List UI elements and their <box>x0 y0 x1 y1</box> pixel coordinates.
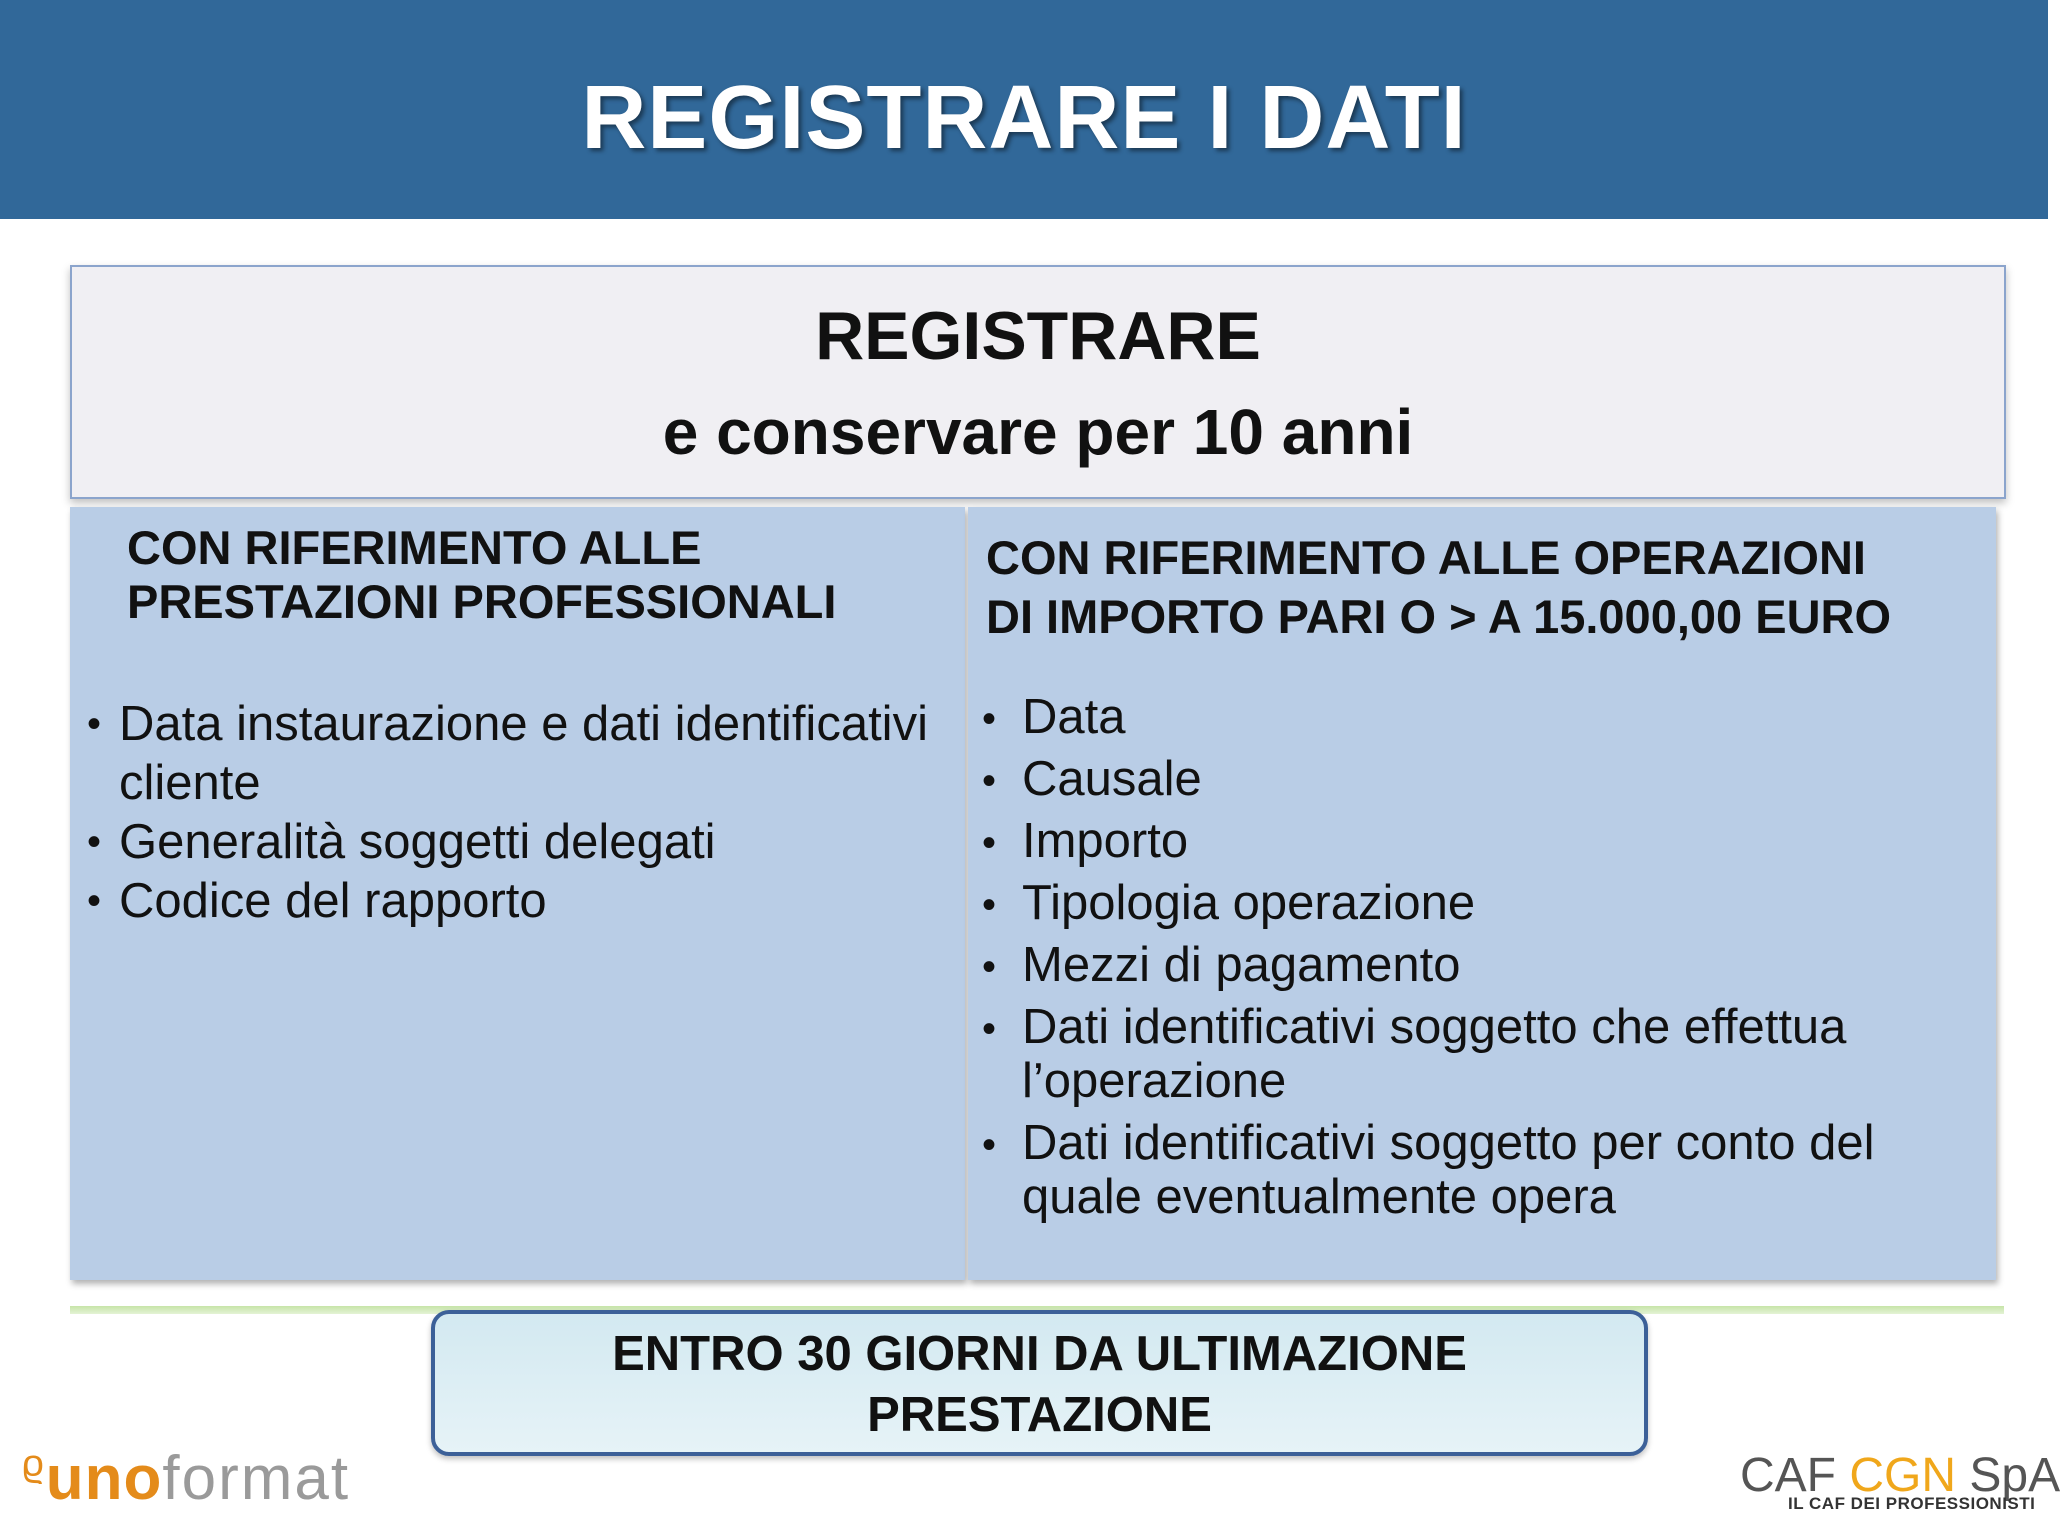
list-item-text: Dati identificativi soggetto che effettua l’operazione <box>1022 1000 1847 1108</box>
bullet-icon: • <box>982 759 997 803</box>
list-item-text: Causale <box>1022 752 1202 806</box>
right-list <box>982 690 1982 1232</box>
logo-text-spa: SpA <box>1956 1449 2060 1502</box>
list-item <box>87 695 947 813</box>
right-column <box>968 507 1996 1280</box>
summary-heading: REGISTRARE <box>815 298 1261 374</box>
summary-subheading: e conservare per 10 anni <box>662 396 1414 468</box>
right-column-heading <box>986 528 1891 646</box>
list-item <box>982 752 1982 806</box>
list-item <box>982 938 1982 992</box>
logo-text-cgn: CGN <box>1849 1449 1957 1502</box>
bullet-icon: • <box>87 820 102 864</box>
bullet-icon: • <box>982 945 997 989</box>
list-item-text: Mezzi di pagamento <box>1022 938 1461 992</box>
list-item <box>982 1116 1982 1224</box>
deadline-line: ENTRO 30 GIORNI DA ULTIMAZIONE <box>612 1327 1467 1381</box>
list-item <box>87 813 947 872</box>
left-column <box>70 507 965 1280</box>
list-item <box>982 1000 1982 1108</box>
title-bar <box>0 0 2048 219</box>
list-item <box>982 876 1982 930</box>
deadline-box <box>431 1310 1648 1456</box>
logo-tagline: IL CAF DEI PROFESSIONISTI <box>1788 1494 2036 1513</box>
deadline-line: PRESTAZIONE <box>867 1388 1212 1442</box>
logo-text-format: format <box>162 1443 351 1513</box>
list-item <box>982 814 1982 868</box>
summary-box <box>70 265 2006 499</box>
swirl-icon: ϱ <box>22 1442 44 1485</box>
left-heading-line: CON RIFERIMENTO ALLE <box>127 521 702 574</box>
logo-text-caf: CAF <box>1740 1449 1850 1502</box>
list-item <box>982 690 1982 744</box>
left-column-heading <box>127 521 836 629</box>
list-item-text: Importo <box>1022 814 1189 868</box>
bullet-icon: • <box>87 879 102 923</box>
right-heading-line: CON RIFERIMENTO ALLE OPERAZIONI <box>986 531 1866 584</box>
list-item-text: Data instaurazione e dati identificativi cliente <box>119 697 928 810</box>
bullet-icon: • <box>87 702 102 746</box>
left-heading-line: PRESTAZIONI PROFESSIONALI <box>127 575 837 628</box>
left-list <box>87 695 947 931</box>
bullet-icon: • <box>982 1123 997 1167</box>
list-item <box>87 872 947 931</box>
unoformat-logo <box>22 1443 350 1513</box>
logo-text-uno: uno <box>45 1443 163 1513</box>
list-item-text: Dati identificativi soggetto per conto del quale eventualmente opera <box>1022 1116 1875 1224</box>
list-item-text: Data <box>1022 690 1126 744</box>
bullet-icon: • <box>982 821 997 865</box>
caf-cgn-logo <box>1740 1448 2060 1518</box>
right-heading-line: DI IMPORTO PARI O > A 15.000,00 EURO <box>986 590 1892 643</box>
bullet-icon: • <box>982 697 997 741</box>
bullet-icon: • <box>982 883 997 927</box>
list-item-text: Tipologia operazione <box>1022 876 1476 930</box>
list-item-text: Codice del rapporto <box>119 874 547 928</box>
page-title: REGISTRARE I DATI <box>581 68 1467 168</box>
list-item-text: Generalità soggetti delegati <box>119 815 716 869</box>
bullet-icon: • <box>982 1007 997 1051</box>
